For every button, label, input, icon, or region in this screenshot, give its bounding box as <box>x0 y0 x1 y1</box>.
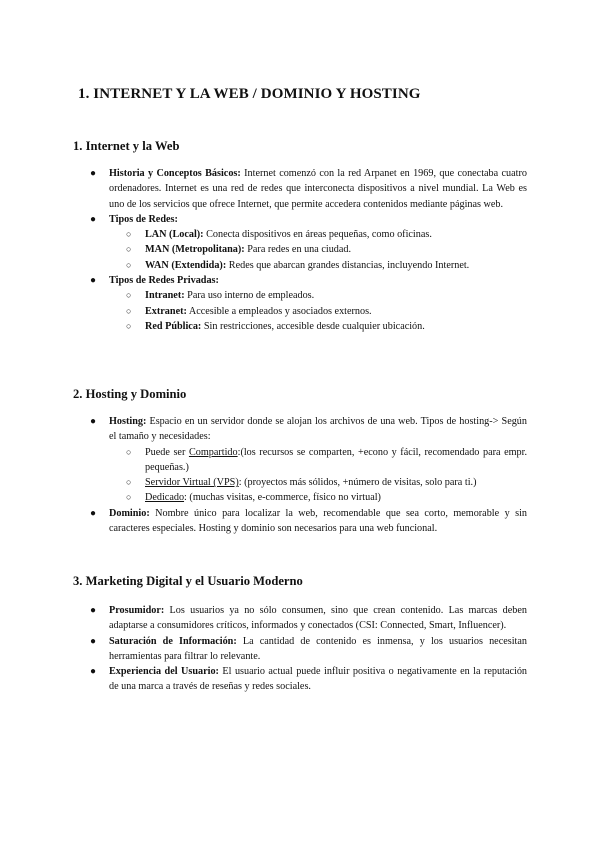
item-text: Internet comenzó con la red Arpanet en 1969, que conectaba cuatro ordenadores. Internet es una red de redes que interconecta dispositivos a nivel mundial. La Web es uno de los servicios que ofrece Internet, que permite accedera contenidos mediante páginas web. <box>109 168 527 210</box>
subitem-text: :(los recursos se comparten, +econo y fácil, recomendado para empr. pequeñas.) <box>145 446 527 473</box>
item-label: Prosumidor: <box>109 605 165 616</box>
item-label: Hosting: <box>109 416 147 427</box>
item-label: Tipos de Redes: <box>109 213 178 225</box>
section-heading-hosting: 2. Hosting y Dominio <box>73 387 187 401</box>
subitem-label: Intranet: <box>145 290 185 302</box>
sublist-tipos-redes <box>109 227 527 273</box>
subitem-text: Para redes en una ciudad. <box>244 244 352 256</box>
page-title: 1. INTERNET Y LA WEB / DOMINIO Y HOSTING <box>78 86 421 102</box>
list-item-historia <box>0 166 600 212</box>
subitem-underlined-term: Dedicado <box>145 492 185 504</box>
subitem-lan <box>109 227 527 242</box>
sub-bullet-icon: ○ <box>126 290 132 301</box>
section-list-hosting <box>0 414 600 536</box>
sublist-hosting-types <box>109 445 527 506</box>
list-item-dominio <box>0 506 600 537</box>
list-item-hosting <box>0 414 600 506</box>
subitem-compartido <box>109 445 527 476</box>
bullet-icon: ● <box>90 635 97 647</box>
subitem-text: Conecta dispositivos en áreas pequeñas, como oficinas. <box>203 229 432 241</box>
item-label: Experiencia del Usuario: <box>109 666 219 678</box>
section-list-internet <box>0 166 600 334</box>
item-text: Espacio en un servidor donde se alojan los archivos de una web. Tipos de hosting-> Según el tamaño y necesidades: <box>109 416 527 443</box>
section-list-marketing <box>0 603 600 695</box>
bullet-icon: ● <box>90 605 97 616</box>
subitem-underlined-term: Servidor Virtual (VPS) <box>145 477 239 489</box>
section-heading-marketing: 3. Marketing Digital y el Usuario Moderno <box>73 574 303 588</box>
bullet-icon: ● <box>90 416 97 427</box>
list-item-experiencia <box>0 664 600 695</box>
sub-bullet-icon: ○ <box>126 492 132 503</box>
subitem-text: Sin restricciones, accesible desde cualquier ubicación. <box>201 320 425 332</box>
subitem-underlined-term: Compartido <box>188 446 238 458</box>
subitem-text: Para uso interno de empleados. <box>184 290 315 302</box>
section-heading-internet: 1. Internet y la Web <box>73 139 180 153</box>
item-label: Historia y Conceptos Básicos: <box>109 168 241 179</box>
sub-bullet-icon: ○ <box>126 446 132 457</box>
bullet-icon: ● <box>90 275 97 287</box>
sublist-redes-privadas <box>109 288 527 334</box>
subitem-label: WAN (Extendida): <box>145 259 227 271</box>
list-item-prosumidor <box>0 603 600 634</box>
sub-bullet-icon: ○ <box>126 229 132 240</box>
subitem-intranet <box>109 288 527 303</box>
bullet-icon: ● <box>90 213 97 225</box>
subitem-wan <box>109 258 527 273</box>
sub-bullet-icon: ○ <box>126 320 132 331</box>
subitem-prefix: Puede ser <box>145 446 189 458</box>
list-item-redes-privadas <box>0 273 600 334</box>
subitem-text: Accesible a empleados y asociados externos. <box>186 305 372 317</box>
bullet-icon: ● <box>90 666 97 678</box>
subitem-label: LAN (Local): <box>145 229 204 241</box>
sub-bullet-icon: ○ <box>126 244 132 255</box>
sub-bullet-icon: ○ <box>126 305 132 316</box>
list-item-tipos-redes <box>0 212 600 273</box>
subitem-label: Extranet: <box>145 305 187 317</box>
subitem-text: Redes que abarcan grandes distancias, incluyendo Internet. <box>226 259 470 271</box>
item-label: Dominio: <box>109 507 150 519</box>
subitem-text: : (muchas visitas, e-commerce, físico no virtual) <box>184 492 381 504</box>
bullet-icon: ● <box>90 507 97 519</box>
item-text: El usuario actual puede influir positiva o negativamente en la reputación de una marca a través de reseñas y redes sociales. <box>109 666 528 693</box>
item-text: Nombre único para localizar la web, recomendable que sea corto, memorable y sin caracteres especiales. Hosting y dominio son necesarios para una web funcional. <box>109 507 527 535</box>
subitem-label: Red Pública: <box>145 320 202 332</box>
subitem-text: : (proyectos más sólidos, +número de visitas, solo para ti.) <box>238 477 477 489</box>
subitem-man <box>109 242 527 257</box>
bullet-icon: ● <box>90 168 97 179</box>
item-label: Tipos de Redes Privadas: <box>109 275 219 287</box>
item-text: Los usuarios ya no sólo consumen, sino que crean contenido. Las marcas deben adaptarse a consumidores críticos, informados y conectados (CSI: Connected, Smart, Influencer). <box>109 605 527 632</box>
sub-bullet-icon: ○ <box>126 259 132 270</box>
subitem-red-publica <box>109 319 527 334</box>
item-text: La cantidad de contenido es inmensa, y los usuarios necesitan herramientas para filtrar lo relevante. <box>109 635 527 662</box>
subitem-extranet <box>109 304 527 319</box>
subitem-dedicado <box>109 490 527 505</box>
list-item-saturacion <box>0 634 600 665</box>
subitem-vps <box>109 475 527 490</box>
item-label: Saturación de Información: <box>109 635 237 647</box>
sub-bullet-icon: ○ <box>126 477 132 488</box>
subitem-label: MAN (Metropolitana): <box>145 244 245 256</box>
